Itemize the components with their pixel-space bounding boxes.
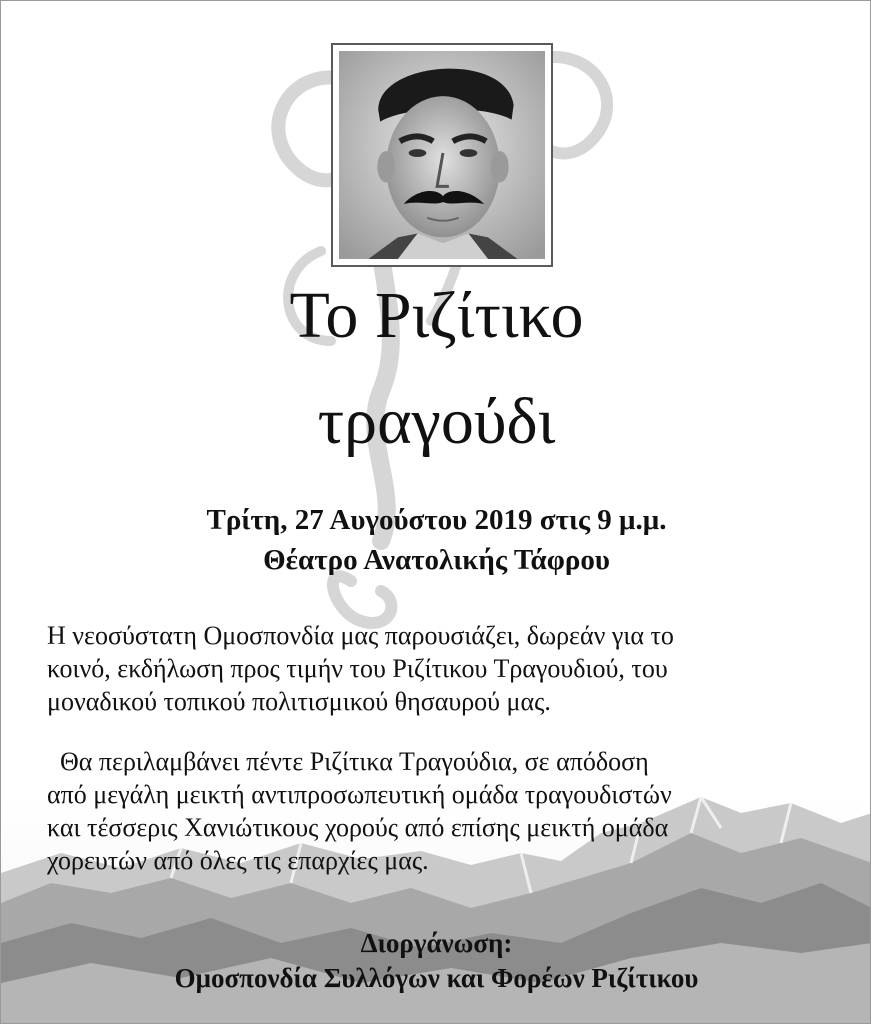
description-paragraph-2 [47,745,837,877]
portrait-photo-icon [339,51,545,259]
organizer-label: Διοργάνωση: [360,928,513,958]
description-paragraph-1 [47,619,837,718]
paragraph-line: από μεγάλη μεικτή αντιπροσωπευτική ομάδα τραγουδιστών [47,780,672,809]
paragraph-line: Η νεοσύστατη Ομοσπονδία μας παρουσιάζει, δωρεάν για το [47,621,674,650]
paragraph-line: μοναδικού τοπικού πολιτισμικού θησαυρού μας. [47,687,551,716]
portrait-photo [331,43,553,267]
paragraph-line: κοινό, εκδήλωση προς τιμήν του Ριζίτικου Τραγουδιού, του [47,654,668,683]
event-date: Τρίτη, 27 Αυγούστου 2019 στις 9 μ.μ. [206,504,667,536]
paragraph-line: χορευτών από όλες τις επαρχίες μας. [47,846,429,875]
organizer-name: Ομοσπονδία Συλλόγων και Φορέων Ριζίτικου [174,963,699,993]
paragraph-line: Θα περιλαμβάνει πέντε Ριζίτικα Τραγούδια, σε απόδοση [47,747,649,776]
title-line-2: τραγούδι [317,385,556,458]
paragraph-line: και τέσσερις Χανιώτικους χορούς από επίσης μεικτή ομάδα [47,813,669,842]
title-line-1: Το Ριζίτικο [289,279,584,352]
event-venue: Θέατρο Ανατολικής Τάφρου [263,544,610,576]
